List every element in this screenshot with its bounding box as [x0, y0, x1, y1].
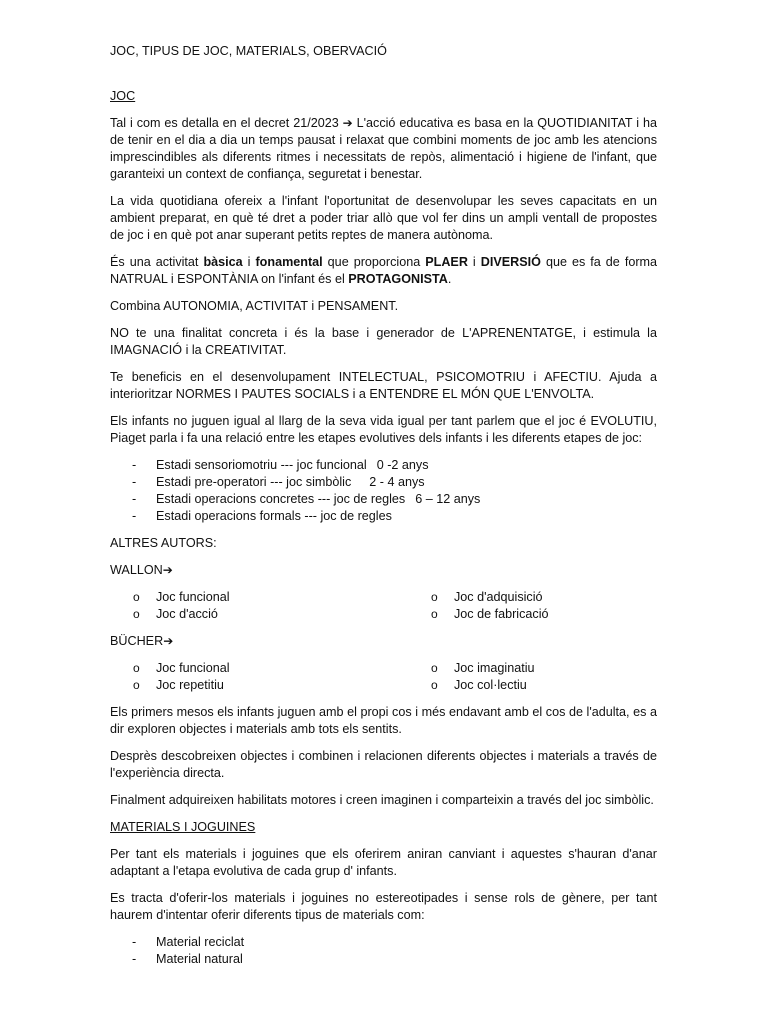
text-run: i	[467, 255, 481, 269]
dash-marker: -	[132, 509, 137, 523]
list-item-label: Material natural	[156, 952, 243, 966]
list-item-label: Joc funcional	[156, 590, 230, 604]
paragraph-finalitat: NO te una finalitat concreta i és la base i generador de L'APRENENTATGE, i estimula la IMAGNACIÓ i la CREATIVITAT.	[110, 326, 657, 357]
bold-protagonista: PROTAGONISTA	[348, 272, 448, 286]
bullet-marker: o	[431, 678, 438, 692]
bullet-marker: o	[133, 607, 140, 621]
list-item	[110, 934, 657, 951]
stage-label: Estadi pre-operatori --- joc simbòlic	[156, 475, 352, 489]
dash-marker: -	[132, 475, 137, 489]
bullet-marker: o	[431, 661, 438, 675]
list-item-label: Joc d'adquisició	[454, 590, 543, 604]
section-heading-materials: MATERIALS I JOGUINES	[110, 820, 256, 834]
stage-age: 2 - 4 anys	[369, 475, 425, 489]
stage-label: Estadi operacions concretes --- joc de regles	[156, 492, 406, 506]
paragraph-combina: Combina AUTONOMIA, ACTIVITAT i PENSAMENT.	[110, 299, 399, 313]
stage-age: 6 – 12 anys	[415, 492, 481, 506]
list-item-label: Material reciclat	[156, 935, 245, 949]
text-run: És una activitat	[110, 255, 204, 269]
paragraph-materials-canviant: Per tant els materials i joguines que els oferirem aniran canviant i aquestes s'hauran d'anar adaptant a l'etapa evolutiva de cada grup d' infants.	[110, 847, 657, 878]
list-item	[408, 606, 657, 623]
bold-fonamental: fonamental	[255, 255, 323, 269]
paragraph-finalment: Finalment adquireixen habilitats motores i creen imaginen i comparteixin a través del joc simbòlic.	[110, 793, 654, 807]
text-run: i	[242, 255, 256, 269]
paragraph-evolutiu: Els infants no juguen igual al llarg de la seva vida igual per tant parlem que el joc é EVOLUTIU, Piaget parla i fa una relació entre les etapes evolutives dels infants i les diferents etapes de joc:	[110, 414, 657, 445]
text-run: que es fa de forma NATRUAL i ESPONTÀNIA on l'infant és el	[110, 255, 658, 286]
list-item-label: Joc imaginatiu	[454, 661, 535, 675]
list-item-label: Joc d'acció	[156, 607, 218, 621]
paragraph-beneficis: Te beneficis en el desenvolupament INTELECTUAL, PSICOMOTRIU i AFECTIU. Ajuda a interioritzar NORMES I PAUTES SOCIALS i a ENTENDRE EL MÓN QUE L'ENVOLTA.	[110, 370, 657, 401]
list-item	[408, 589, 657, 606]
dash-marker: -	[132, 935, 137, 949]
list-item	[110, 491, 657, 508]
bullet-marker: o	[133, 661, 140, 675]
list-item	[110, 474, 657, 491]
text-run: que proporciona	[322, 255, 426, 269]
section-heading-joc: JOC	[110, 89, 136, 103]
bold-diversio: DIVERSIÓ	[480, 255, 541, 269]
bucher-heading	[110, 633, 657, 650]
bold-basica: bàsica	[203, 255, 243, 269]
altres-autors-heading: ALTRES AUTORS:	[110, 536, 217, 550]
bold-plaer: PLAER	[425, 255, 468, 269]
stage-label: Estadi operacions formals --- joc de regles	[156, 509, 392, 523]
list-item-label: Joc funcional	[156, 661, 230, 675]
wallon-heading	[110, 562, 657, 579]
paragraph-activitat-basica	[110, 254, 657, 288]
list-item-label: Joc repetitiu	[156, 678, 224, 692]
dash-marker: -	[132, 952, 137, 966]
paragraph-decret-rest: L'acció educativa es basa en la QUOTIDIANITAT i ha de tenir en el dia a dia un temps pausat i relaxat que combini moments de joc amb les atencions imprescindibles als diferents ritmes i necessitats de repòs, alimentació i higiene de l'infant, que garanteixi un context de confiança, seguretat i benestar.	[110, 116, 657, 181]
paragraph-primers-mesos: Els primers mesos els infants juguen amb el propi cos i més endavant amb el cos de l'adulta, es a dir exploren objectes i materials amb tots els sentits.	[110, 705, 657, 736]
list-item	[110, 951, 657, 968]
stage-label: Estadi sensoriomotriu --- joc funcional	[156, 458, 367, 472]
dash-marker: -	[132, 492, 137, 506]
list-item	[408, 677, 657, 694]
bullet-marker: o	[133, 678, 140, 692]
materials-list	[110, 934, 657, 968]
list-item	[110, 589, 408, 606]
list-item-label: Joc col·lectiu	[454, 678, 527, 692]
list-item-label: Joc de fabricació	[454, 607, 549, 621]
arrow-right-icon: ➔	[162, 563, 173, 577]
piaget-stages-list	[110, 457, 657, 525]
list-item	[110, 508, 657, 525]
document-body	[110, 43, 657, 978]
bullet-marker: o	[133, 590, 140, 604]
list-item	[408, 660, 657, 677]
bucher-label: BÜCHER	[110, 634, 164, 648]
text-run: .	[447, 272, 452, 286]
list-item	[110, 457, 657, 474]
wallon-list	[110, 589, 657, 623]
wallon-label: WALLON	[110, 563, 163, 577]
paragraph-materials-tipus: Es tracta d'oferir-los materials i joguines no estereotipades i sense rols de gènere, per tant haurem d'intentar oferir diferents tipus de materials com:	[110, 891, 657, 922]
document-title: JOC, TIPUS DE JOC, MATERIALS, OBERVACIÓ	[110, 44, 387, 58]
arrow-right-icon: ➔	[342, 116, 353, 130]
bullet-marker: o	[431, 590, 438, 604]
dash-marker: -	[132, 458, 137, 472]
bullet-marker: o	[431, 607, 438, 621]
paragraph-decret-start: Tal i com es detalla en el decret 21/2023	[110, 116, 343, 130]
paragraph-despres: Desprès descobreixen objectes i combinen i relacionen diferents objectes i materials a través de l'experiència directa.	[110, 749, 657, 780]
list-item	[110, 606, 408, 623]
list-item	[110, 660, 408, 677]
list-item	[110, 677, 408, 694]
bucher-list	[110, 660, 657, 694]
paragraph-decret	[110, 115, 657, 183]
arrow-right-icon: ➔	[163, 634, 174, 648]
paragraph-vida-quotidiana: La vida quotidiana ofereix a l'infant l'oportunitat de desenvolupar les seves capacitats en un ambient preparat, en què té dret a poder triar allò que vol fer dins un ampli ventall de propostes de joc i en què pot anar superant petits reptes de manera autònoma.	[110, 194, 657, 242]
stage-age: 0 -2 anys	[376, 458, 429, 472]
